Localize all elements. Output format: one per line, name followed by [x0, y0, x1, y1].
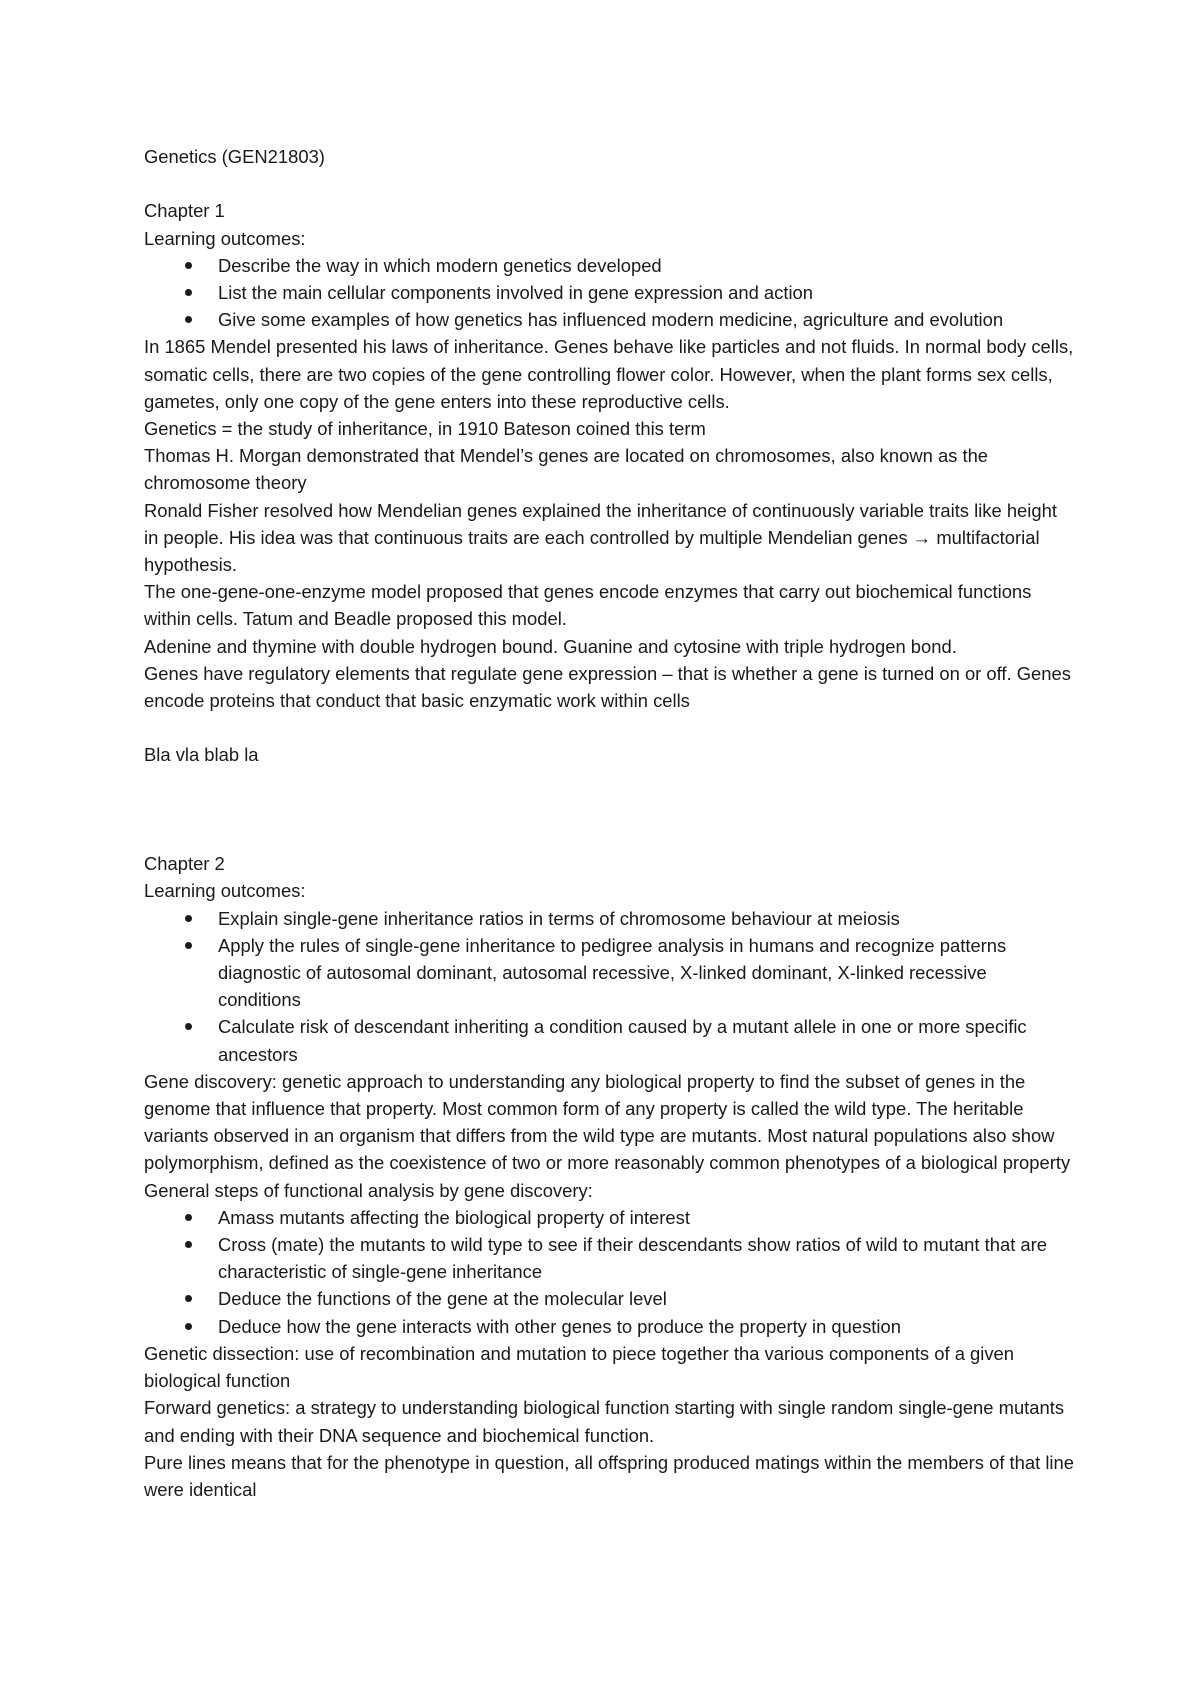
document-page [144, 143, 1074, 1503]
spacer [144, 769, 1074, 851]
chapter-2-heading: Chapter 2 [144, 853, 225, 875]
paragraph-regulatory-elements: Genes have regulatory elements that regulate gene expression – that is whether a gene is turned on or off. Genes encode proteins that conduct that basic enzymatic work within cells [144, 662, 1071, 712]
document-title: Genetics (GEN21803) [144, 146, 325, 167]
list-item-text: Describe the way in which modern genetics developed [218, 254, 662, 276]
spacer [144, 170, 1074, 197]
paragraph-one-gene-one-enzyme: The one-gene-one-enzyme model proposed that genes encode enzymes that carry out biochemical functions within cells. Tatum and Beadle proposed this model. [144, 581, 1032, 630]
paragraph-pure-lines: Pure lines means that for the phenotype in question, all offspring produced matings within the members of that line were identical [144, 1451, 1074, 1500]
paragraph-fisher-text: Ronald Fisher resolved how Mendelian genes explained the inheritance of continuously variable traits like height in people. His idea was that continuous traits are each controlled by multiple Mendelian genes [144, 499, 1057, 548]
chapter-1-heading: Chapter 1 [144, 200, 225, 222]
paragraph-morgan: Thomas H. Morgan demonstrated that Mendel’s genes are located on chromosomes, also known as the chromosome theory [144, 445, 989, 494]
spacer [144, 714, 1074, 741]
bullet-icon [185, 1214, 192, 1221]
chapter-2-outcomes-list [144, 905, 1074, 1068]
list-item-text: Deduce the functions of the gene at the molecular level [218, 1288, 667, 1310]
paragraph-fisher [144, 497, 1074, 579]
arrow-right-icon: → [912, 526, 932, 548]
bullet-icon [185, 262, 192, 269]
list-item [144, 279, 1074, 306]
list-item-text: Deduce how the gene interacts with other genes to produce the property in question [218, 1315, 901, 1337]
bullet-icon [185, 316, 192, 323]
list-item [144, 306, 1074, 333]
paragraph-hydrogen-bonds: Adenine and thymine with double hydrogen bound. Guanine and cytosine with triple hydrogen bond. [144, 635, 957, 657]
list-item [144, 1013, 1074, 1067]
paragraph-gene-discovery: Gene discovery: genetic approach to understanding any biological property to find the subset of genes in the genome that influence that property. Most common form of any property is called the wild type. The heritable variants observed in an organism that differs from the wild type are mutants. Most natural populations also show polymorphism, defined as the coexistence of two or more reasonably common phenotypes of a biological property [144, 1070, 1071, 1174]
functional-analysis-steps-list [144, 1204, 1074, 1340]
paragraph-fisher-tail: multifactorial hypothesis. [144, 526, 1040, 576]
list-item [144, 1285, 1074, 1312]
paragraph-mendel: In 1865 Mendel presented his laws of inheritance. Genes behave like particles and not fluids. In normal body cells, somatic cells, there are two copies of the gene controlling flower color. However, when the plant forms sex cells, gametes, only one copy of the gene enters into these reproductive cells. [144, 336, 1074, 412]
paragraph-genetic-dissection: Genetic dissection: use of recombination and mutation to piece together tha various components of a given biological function [144, 1342, 1014, 1392]
bullet-icon [185, 1241, 192, 1248]
bullet-icon [185, 289, 192, 296]
list-item-text: Give some examples of how genetics has influenced modern medicine, agriculture and evolution [218, 309, 1004, 331]
list-item [144, 1313, 1074, 1340]
filler-text: Bla vla blab la [144, 744, 259, 766]
bullet-icon [185, 1323, 192, 1330]
list-item-text: Explain single-gene inheritance ratios in terms of chromosome behaviour at meiosis [218, 907, 900, 929]
steps-label: General steps of functional analysis by gene discovery: [144, 1179, 593, 1201]
list-item-text: Apply the rules of single-gene inheritance to pedigree analysis in humans and recognize patterns diagnostic of autosomal dominant, autosomal recessive, X-linked dominant, X-linked recessive conditions [218, 934, 1007, 1011]
list-item [144, 905, 1074, 932]
bullet-icon [185, 915, 192, 922]
paragraph-forward-genetics: Forward genetics: a strategy to understanding biological function starting with single random single-gene mutants and ending with their DNA sequence and biochemical function. [144, 1397, 1065, 1446]
bullet-icon [185, 1295, 192, 1302]
list-item [144, 932, 1074, 1014]
list-item-text: Calculate risk of descendant inheriting a condition caused by a mutant allele in one or more specific ancestors [218, 1016, 1027, 1065]
chapter-1-outcomes-list [144, 252, 1074, 334]
list-item [144, 252, 1074, 279]
chapter-1-outcomes-label: Learning outcomes: [144, 227, 306, 249]
list-item-text: Amass mutants affecting the biological property of interest [218, 1206, 690, 1228]
list-item-text: List the main cellular components involved in gene expression and action [218, 282, 813, 303]
list-item [144, 1231, 1074, 1285]
bullet-icon [185, 942, 192, 949]
chapter-2-outcomes-label: Learning outcomes: [144, 880, 306, 902]
list-item-text: Cross (mate) the mutants to wild type to see if their descendants show ratios of wild to mutant that are characteristic of single-gene inheritance [218, 1234, 1047, 1283]
list-item [144, 1204, 1074, 1231]
paragraph-genetics-definition: Genetics = the study of inheritance, in 1910 Bateson coined this term [144, 418, 706, 440]
bullet-icon [185, 1023, 192, 1030]
